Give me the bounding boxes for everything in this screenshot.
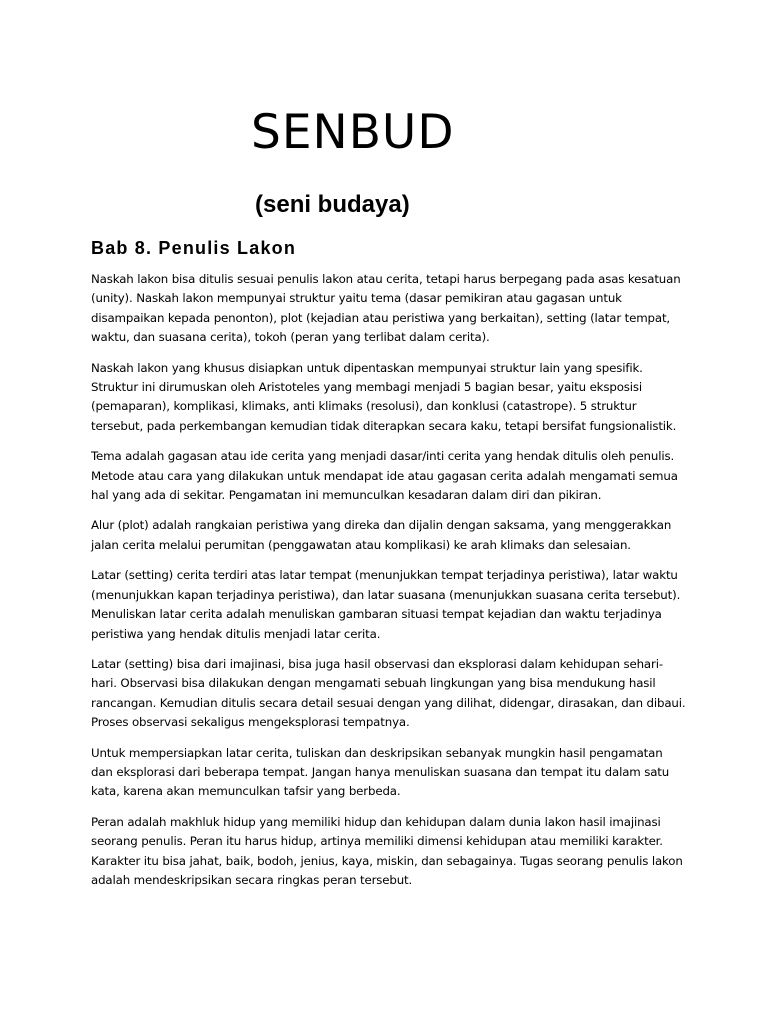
body-paragraph: [91, 655, 687, 733]
paragraph-line: Alur (plot) adalah rangkaian peristiwa yang direka dan dijalin dengan saksama, yang menggerakkan: [91, 518, 672, 533]
paragraph-line: (pemaparan), komplikasi, klimaks, anti klimaks (resolusi), dan konklusi (catastrope). 5 struktur: [91, 399, 637, 414]
body-paragraph: [91, 270, 687, 348]
paragraph-line: (menunjukkan kapan terjadinya peristiwa), dan latar suasana (menunjukkan suasana cerita tersebut).: [91, 587, 681, 602]
paragraph-line: (unity). Naskah lakon mempunyai struktur yaitu tema (dasar pemikiran atau gagasan untuk: [91, 291, 622, 306]
paragraph-line: dan eksplorasi dari beberapa tempat. Jangan hanya menuliskan suasana dan tempat itu dalam satu: [91, 764, 670, 779]
paragraph-line: Latar (setting) cerita terdiri atas latar tempat (menunjukkan tempat terjadinya peristiwa), latar waktu: [91, 568, 678, 583]
paragraph-line: kata, karena akan memunculkan tafsir yang berbeda.: [91, 784, 401, 799]
paragraph-line: hal yang ada di sekitar. Pengamatan ini memunculkan kesadaran dalam diri dan pikiran.: [91, 488, 602, 503]
body-paragraph: [91, 566, 687, 644]
paragraph-line: seorang penulis. Peran itu harus hidup, artinya memiliki dimensi kehidupan atau memiliki karakter.: [91, 834, 663, 849]
paragraph-line: Untuk mempersiapkan latar cerita, tuliskan dan deskripsikan sebanyak mungkin hasil pengamatan: [91, 745, 663, 760]
paragraph-line: Struktur ini dirumuskan oleh Aristoteles yang membagi menjadi 5 bagian besar, yaitu eksposisi: [91, 380, 643, 395]
body-paragraph: [91, 447, 687, 505]
paragraph-line: disampaikan kepada penonton), plot (kejadian atau peristiwa yang berkaitan), setting (latar tempat,: [91, 310, 671, 325]
paragraph-line: Menuliskan latar cerita adalah menuliskan gambaran situasi tempat kejadian dan waktu terjadinya: [91, 607, 662, 622]
paragraph-line: tersebut, pada perkembangan kemudian tidak diterapkan secara kaku, tetapi bersifat fungsionalistik.: [91, 418, 677, 433]
paragraph-line: Proses observasi sekaligus mengeksplorasi tempatnya.: [91, 715, 410, 730]
paragraph-line: Naskah lakon yang khusus disiapkan untuk dipentaskan mempunyai struktur lain yang spesifik.: [91, 360, 643, 375]
paragraph-line: Naskah lakon bisa ditulis sesuai penulis lakon atau cerita, tetapi harus berpegang pada asas kesatuan: [91, 272, 681, 286]
paragraph-line: hari. Observasi bisa dilakukan dengan mengamati sebuah lingkungan yang bisa mendukung hasil: [91, 676, 656, 691]
body-paragraph: [91, 813, 687, 891]
body-text: [91, 270, 687, 901]
body-paragraph: [91, 516, 687, 555]
paragraph-line: peristiwa yang hendak ditulis menjadi latar cerita.: [91, 626, 381, 641]
body-paragraph: [91, 359, 687, 437]
paragraph-line: Peran adalah makhluk hidup yang memiliki hidup dan kehidupan dalam dunia lakon hasil imajinasi: [91, 814, 661, 829]
paragraph-line: Metode atau cara yang dilakukan untuk mendapat ide atau gagasan cerita adalah mengamati semua: [91, 468, 678, 483]
paragraph-line: Tema adalah gagasan atau ide cerita yang menjadi dasar/inti cerita yang hendak ditulis oleh penulis.: [91, 449, 675, 464]
paragraph-line: Karakter itu bisa jahat, baik, bodoh, jenius, kaya, miskin, dan sebagainya. Tugas seorang penulis lakon: [91, 853, 683, 868]
paragraph-line: waktu, dan suasana cerita), tokoh (peran yang terlibat dalam cerita).: [91, 330, 490, 345]
paragraph-line: rancangan. Kemudian ditulis secara detail sesuai dengan yang dilihat, didengar, dirasakan, dan dibaui.: [91, 695, 686, 710]
body-paragraph: [91, 744, 687, 802]
chapter-heading: Bab 8. Penulis Lakon: [91, 238, 297, 258]
paragraph-line: jalan cerita melalui perumitan (penggawatan atau komplikasi) ke arah klimaks dan selesaian.: [91, 537, 631, 552]
document-subtitle: (seni budaya): [255, 191, 410, 218]
paragraph-line: adalah mendeskripsikan secara ringkas peran tersebut.: [91, 872, 413, 887]
paragraph-line: Latar (setting) bisa dari imajinasi, bisa juga hasil observasi dan eksplorasi dalam kehidupan sehari-: [91, 656, 663, 671]
document-title: SENBUD: [251, 105, 455, 160]
